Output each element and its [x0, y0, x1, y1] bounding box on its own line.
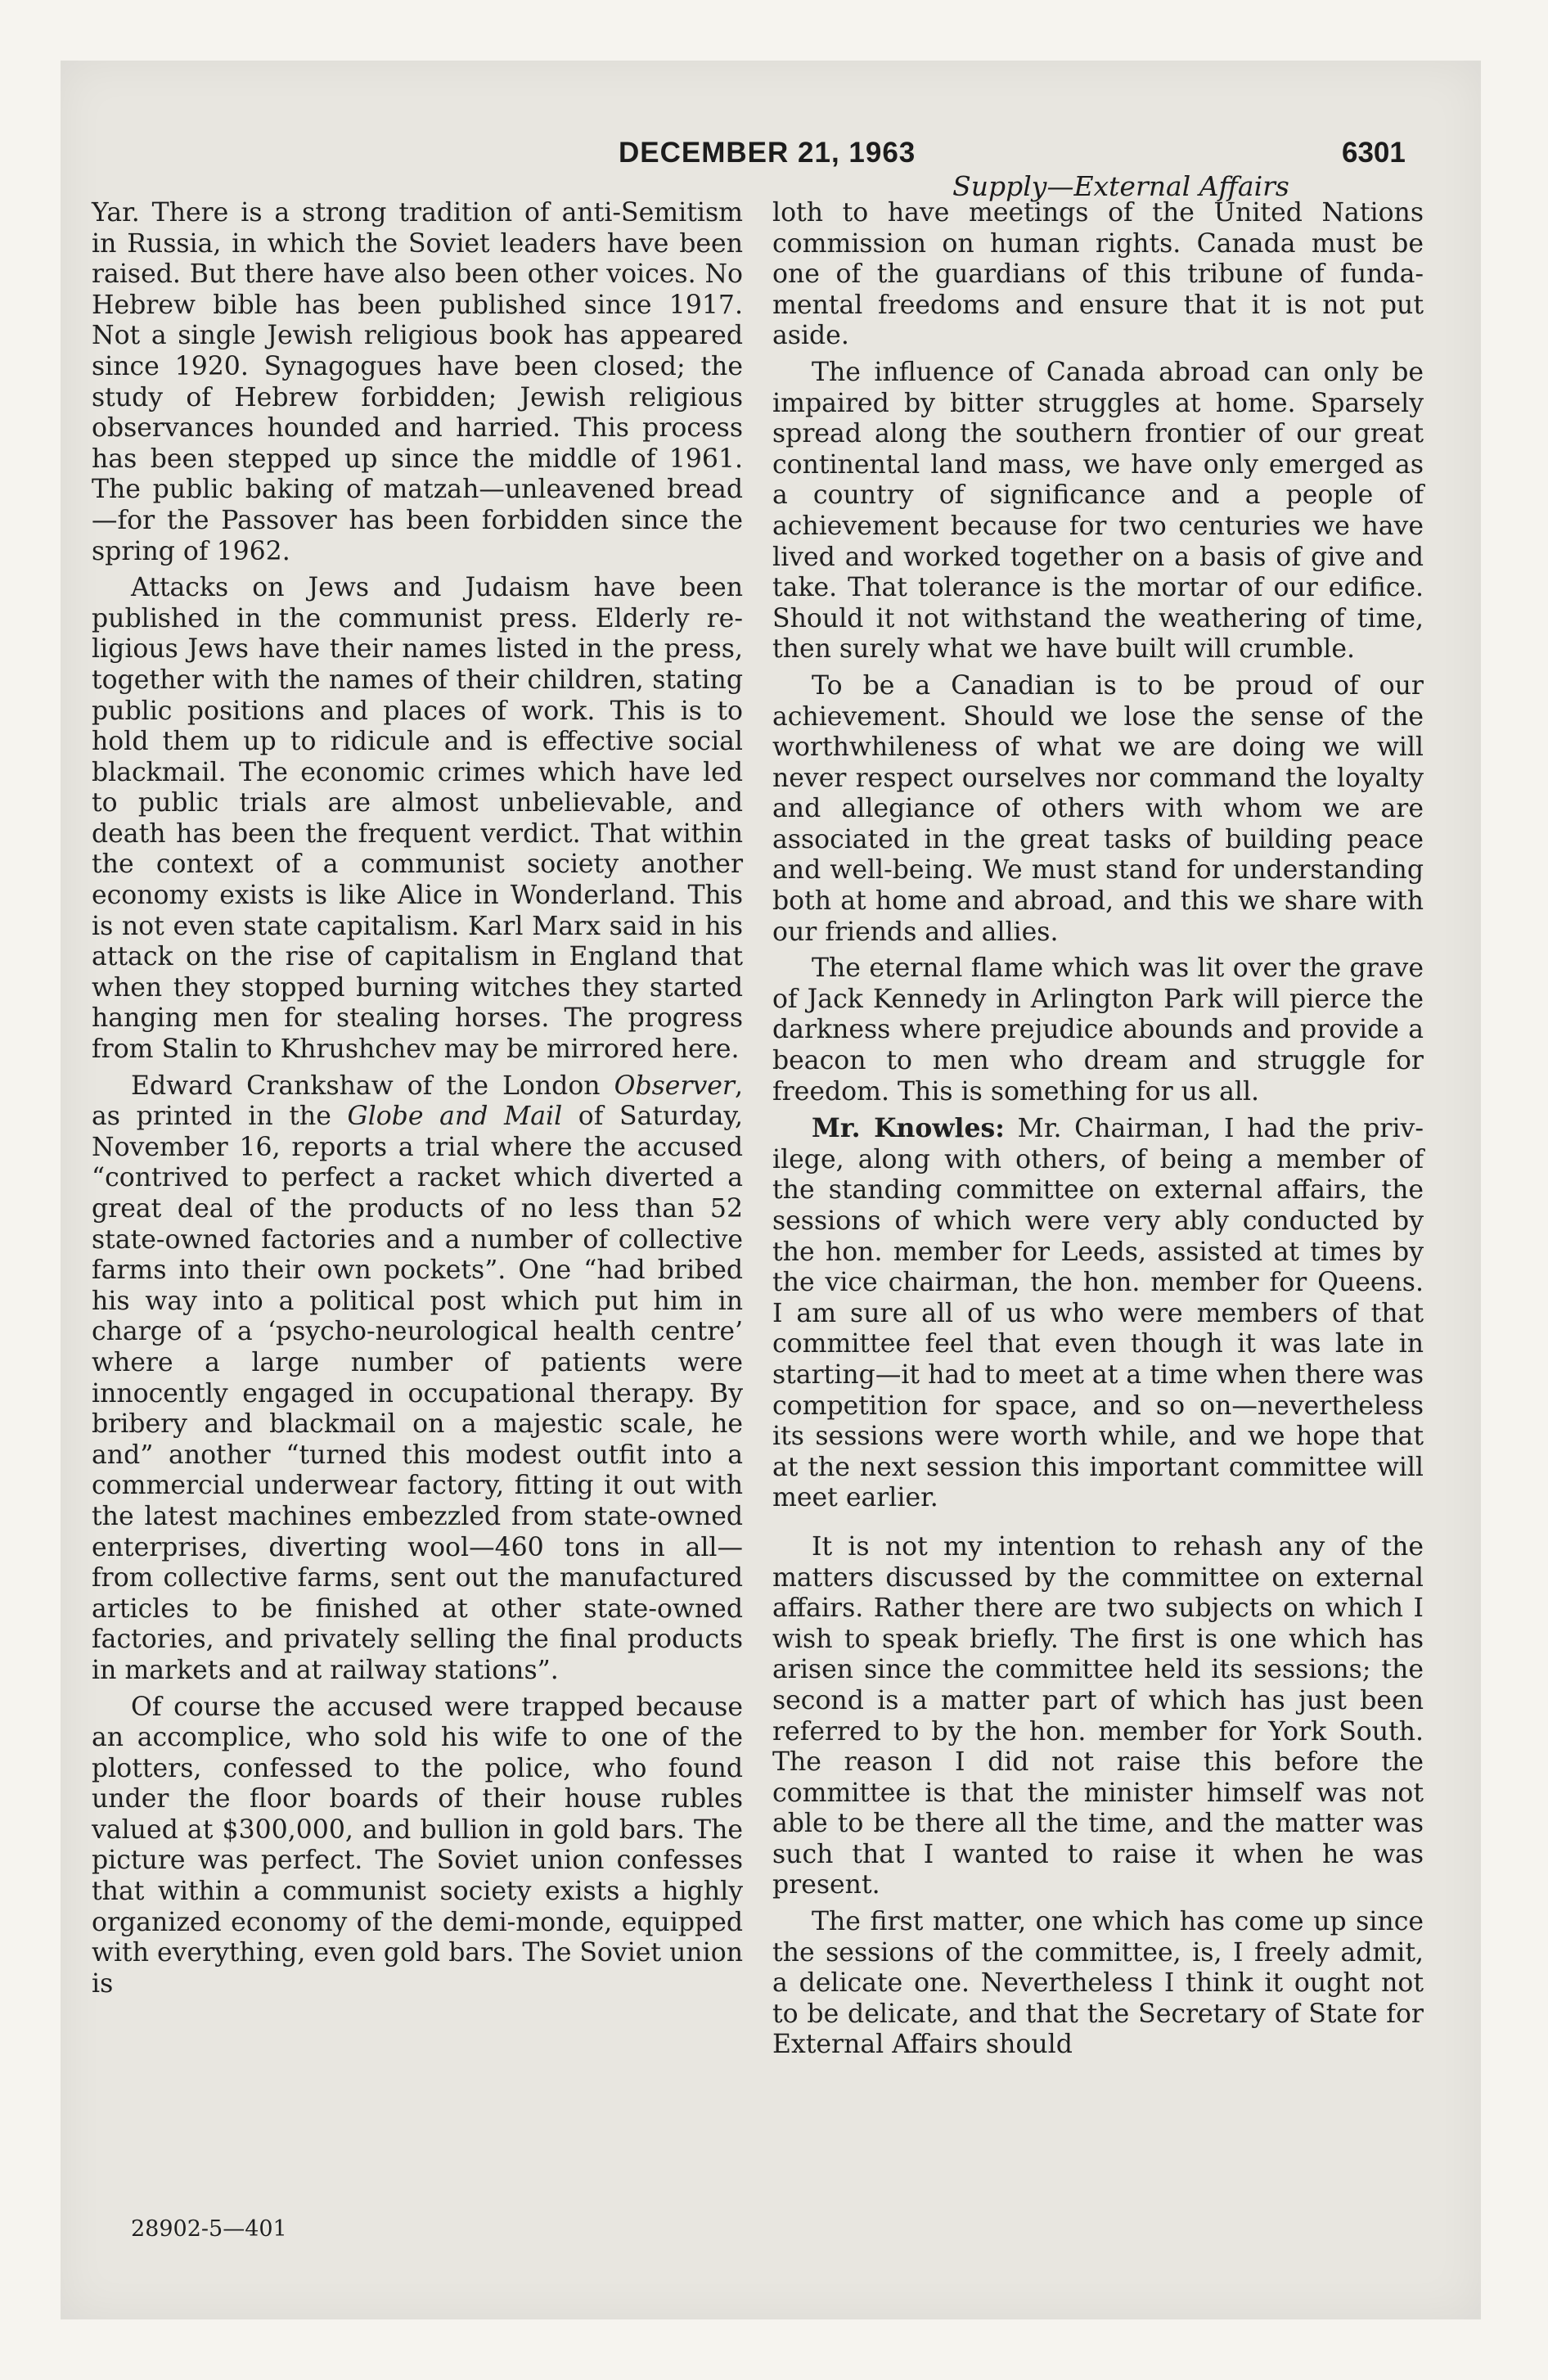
paragraph: Of course the accused were trapped because an accomplice, who sold his wife to one of the plotters, confessed to the police, who found under the floor boards of their house rubles valued at $300,000, and bullion in gold bars. The picture was perfect. The Soviet union confesses that within a communist society exists a highly organized economy of the demi-monde, equipped with everything, even gold bars. The Soviet union is	[92, 1692, 743, 1999]
right-column	[772, 198, 1424, 2067]
print-code: 28902-5—401	[131, 2216, 287, 2242]
speech-paragraph: Mr. Knowles: Mr. Chairman, I had the privilege, along with others, of being a member of the standing committee on external affairs, the sessions of which were very ably conducted by the hon. member for Leeds, assisted at times by the vice chairman, the hon. member for Queens. I am sure all of us who were members of that committee feel that even though it was late in starting—it had to meet at a time when there was competition for space, and so on—nevertheless its sessions were worth while, and we hope that at the next session this important committee will meet earlier.	[772, 1113, 1424, 1513]
paragraph: The eternal flame which was lit over the grave of Jack Kennedy in Arlington Park will pierce the darkness where prejudice abounds and provide a beacon to men who dream and struggle for freedom. This is something for us all.	[772, 953, 1424, 1107]
paragraph: It is not my intention to rehash any of the matters discussed by the committee on external affairs. Rather there are two subjects on which I wish to speak briefly. The first is one which has arisen since the committee held its sessions; the second is a matter part of which has just been referred to by the hon. member for York South. The reason I did not raise this before the committee is that the minister himself was not able to be there all the time, and the matter was such that I wanted to raise it when he was present.	[772, 1531, 1424, 1900]
left-column	[92, 198, 743, 2005]
paragraph: To be a Canadian is to be proud of our achievement. Should we lose the sense of the worthwhileness of what we are doing we will never respect ourselves nor command the loyalty and allegiance of others with whom we are associated in the great tasks of building peace and well-being. We must stand for understanding both at home and abroad, and this we share with our friends and allies.	[772, 670, 1424, 947]
publication-name: Globe and Mail	[347, 1102, 563, 1132]
publication-name: Observer	[614, 1071, 735, 1101]
paragraph: loth to have meetings of the United Nations commission on human rights. Canada must be one of the guardians of this tribune of fundamental freedoms and ensure that it is not put aside.	[772, 198, 1424, 351]
paragraph: Attacks on Jews and Judaism have been published in the communist press. Elderly religious Jews have their names listed in the press, together with the names of their children, stating public positions and places of work. This is to hold them up to ridicule and is effective social blackmail. The economic crimes which have led to public trials are almost unbelievable, and death has been the frequent verdict. That within the context of a communist society another economy exists is like Alice in Wonderland. This is not even state capitalism. Karl Marx said in his attack on the rise of capitalism in England that when they stopped burning witches they started hanging men for stealing horses. The progress from Stalin to Khrushchev may be mirrored here.	[92, 573, 743, 1065]
paragraph: The influence of Canada abroad can only be impaired by bitter struggles at home. Sparsely spread along the southern frontier of our great continental land mass, we have only emerged as a country of significance and a people of achievement because for two centuries we have lived and worked together on a basis of give and take. That tolerance is the mortar of our edifice. Should it not withstand the weathering of time, then surely what we have built will crumble.	[772, 357, 1424, 665]
paragraph: Edward Crankshaw of the London Observer, as printed in the Globe and Mail of Saturday, November 16, reports a trial where the accused “contrived to perfect a racket which diverted a great deal of the products of no less than 52 state-owned factories and a number of collective farms into their own pockets”. One “had bribed his way into a political post which put him in charge of a ‘psycho-neurological health centre’ where a large number of patients were innocently engaged in occupational therapy. By bribery and blackmail on a majestic scale, he and” another “turned this modest outfit into a commercial underwear factory, fitting it out with the latest machines embezzled from state-owned enterprises, diverting wool—460 tons in all—from collective farms, sent out the manufactured articles to be finished at other state-owned factories, and privately selling the final products in markets and at railway stations”.	[92, 1071, 743, 1685]
page-number: 6301	[1342, 137, 1406, 169]
paragraph: The first matter, one which has come up since the sessions of the committee, is, I freely admit, a delicate one. Nevertheless I think it ought not to be delicate, and that the Secretary of State for External Affairs should	[772, 1907, 1424, 2060]
speaker-name: Mr. Knowles:	[812, 1113, 1005, 1144]
paragraph: Yar. There is a strong tradition of anti-Semitism in Russia, in which the Soviet leaders have been raised. But there have also been other voices. No Hebrew bible has been published since 1917. Not a single Jewish religious book has appeared since 1920. Synagogues have been closed; the study of Hebrew forbidden; Jewish religious observances hounded and harried. This process has been stepped up since the middle of 1961. The public baking of matzah—unleavened bread—for the Passover has been forbidden since the spring of 1962.	[92, 198, 743, 566]
section-title: Supply—External Affairs	[952, 170, 1289, 202]
page-date: DECEMBER 21, 1963	[619, 137, 916, 169]
